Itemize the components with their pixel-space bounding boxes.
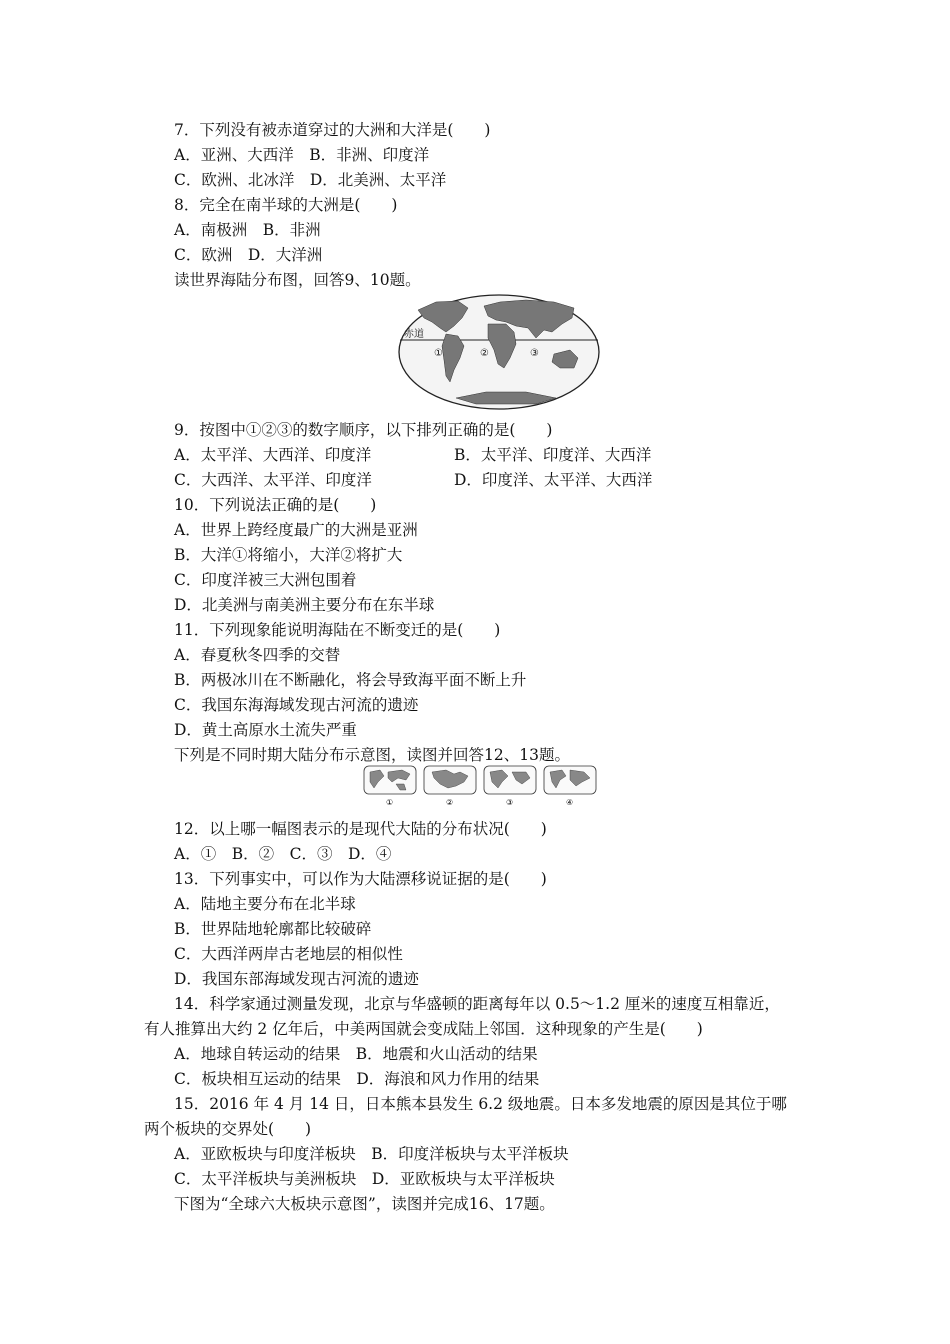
q11-option-c: C．我国东海海域发现古河流的遗迹 — [174, 696, 419, 714]
q15-stem-line1: 15．2016 年 4 月 14 日，日本熊本县发生 6.2 级地震。日本多发地震的原因是其位于哪 — [174, 1095, 787, 1113]
q7-options-cd: C．欧洲、北冰洋 D．北美洲、太平洋 — [174, 171, 447, 189]
q10-option-d: D．北美洲与南美洲主要分布在东半球 — [174, 596, 435, 614]
equator-label: 赤道 — [404, 329, 424, 340]
q13-option-d: D．我国东部海域发现古河流的遗迹 — [174, 970, 419, 988]
q13-stem: 13．下列事实中，可以作为大陆漂移说证据的是( ) — [174, 870, 547, 888]
q13-option-c: C．大西洋两岸古老地层的相似性 — [174, 945, 403, 963]
drift-label-4: ④ — [566, 798, 574, 807]
q13-option-a: A．陆地主要分布在北半球 — [174, 895, 356, 913]
drift-label-1: ① — [386, 798, 394, 807]
continental-drift-maps — [362, 764, 602, 808]
q10-option-c: C．印度洋被三大洲包围着 — [174, 571, 357, 589]
world-sea-land-map — [396, 292, 602, 412]
q14-options-cd: C．板块相互运动的结果 D．海浪和风力作用的结果 — [174, 1070, 540, 1088]
q11-stem: 11．下列现象能说明海陆在不断变迁的是( ) — [174, 621, 501, 639]
q11-option-b: B．两极冰川在不断融化，将会导致海平面不断上升 — [174, 671, 527, 689]
drift-map-1 — [364, 766, 416, 794]
q8-options-cd: C．欧洲 D．大洋洲 — [174, 246, 323, 264]
q12-stem: 12．以上哪一幅图表示的是现代大陆的分布状况( ) — [174, 820, 547, 838]
drift-map-3 — [484, 766, 536, 794]
drift-label-3: ③ — [506, 798, 514, 807]
q14-options-ab: A．地球自转运动的结果 B．地震和火山活动的结果 — [174, 1045, 538, 1063]
q9-options-ab — [174, 445, 694, 465]
q9-option-a: A．太平洋、大西洋、印度洋 — [174, 446, 372, 464]
q9-option-b: B．太平洋、印度洋、大西洋 — [454, 446, 652, 464]
q7-options-ab: A．亚洲、大西洋 B．非洲、印度洋 — [174, 146, 430, 164]
q7-stem: 7．下列没有被赤道穿过的大洲和大洋是( ) — [174, 121, 491, 139]
intro-12-13: 下列是不同时期大陆分布示意图，读图并回答12、13题。 — [174, 746, 570, 764]
q9-option-c: C．大西洋、太平洋、印度洋 — [174, 471, 372, 489]
q9-stem: 9．按图中①②③的数字顺序，以下排列正确的是( ) — [174, 421, 553, 439]
intro-16-17: 下图为“全球六大板块示意图”，读图并完成16、17题。 — [174, 1195, 555, 1213]
ocean-label-1: ① — [434, 348, 443, 359]
q12-options: A．① B．② C．③ D．④ — [174, 845, 392, 863]
q9-options-cd — [174, 470, 694, 490]
q13-option-b: B．世界陆地轮廓都比较破碎 — [174, 920, 372, 938]
q15-stem-line2: 两个板块的交界处( ) — [144, 1120, 312, 1138]
ocean-label-2: ② — [480, 348, 489, 359]
q8-options-ab: A．南极洲 B．非洲 — [174, 221, 321, 239]
drift-map-2 — [424, 766, 476, 794]
q10-option-a: A．世界上跨经度最广的大洲是亚洲 — [174, 521, 418, 539]
q11-option-d: D．黄土高原水土流失严重 — [174, 721, 357, 739]
q15-options-cd: C．太平洋板块与美洲板块 D．亚欧板块与太平洋板块 — [174, 1170, 555, 1188]
q11-option-a: A．春夏秋冬四季的交替 — [174, 646, 341, 664]
q15-options-ab: A．亚欧板块与印度洋板块 B．印度洋板块与太平洋板块 — [174, 1145, 569, 1163]
q9-option-d: D．印度洋、太平洋、大西洋 — [454, 471, 653, 489]
drift-label-2: ② — [446, 798, 454, 807]
q10-stem: 10．下列说法正确的是( ) — [174, 496, 377, 514]
q10-option-b: B．大洋①将缩小，大洋②将扩大 — [174, 546, 403, 564]
intro-9-10: 读世界海陆分布图，回答9、10题。 — [174, 271, 421, 289]
q14-stem-line1: 14．科学家通过测量发现，北京与华盛顿的距离每年以 0.5～1.2 厘米的速度互相靠近， — [174, 995, 780, 1013]
q8-stem: 8．完全在南半球的大洲是( ) — [174, 196, 398, 214]
drift-map-4 — [544, 766, 596, 794]
q14-stem-line2: 有人推算出大约 2 亿年后，中美两国就会变成陆上邻国．这种现象的产生是( ) — [144, 1020, 703, 1038]
ocean-label-3: ③ — [530, 348, 539, 359]
